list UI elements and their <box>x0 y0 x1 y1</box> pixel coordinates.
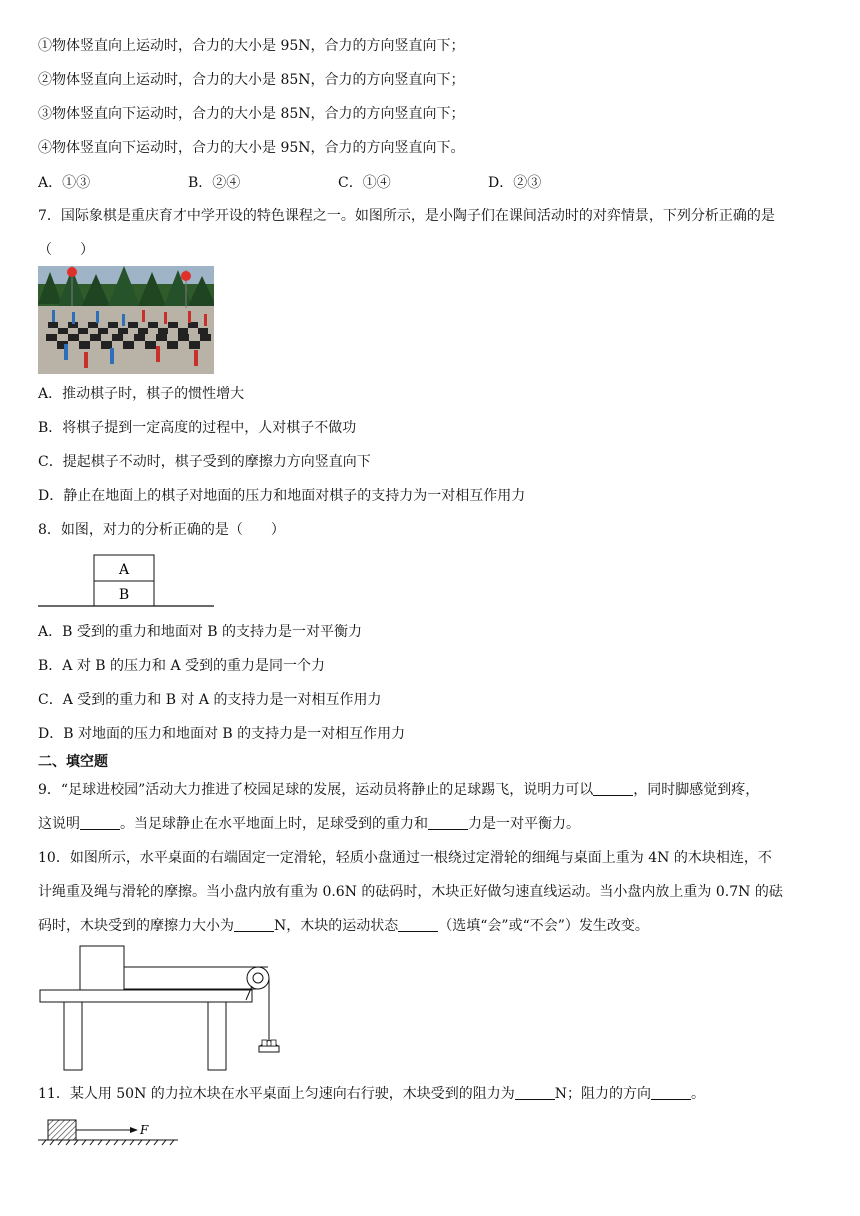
chess-activity-photo <box>38 266 214 374</box>
block-b-label: B <box>118 587 130 603</box>
q8-option-a: A．B 受到的重力和地面对 B 的支持力是一对平衡力 <box>38 624 363 640</box>
q11-line <box>38 1084 705 1104</box>
block-a-label: A <box>118 562 130 578</box>
q9-blank-3 <box>428 815 468 830</box>
q7-option-b: B．将棋子提到一定高度的过程中，人对棋子不做功 <box>38 420 357 436</box>
q8-option-d: D．B 对地面的压力和地面对 B 的支持力是一对相互作用力 <box>38 726 406 742</box>
q7-option-a: A．推动棋子时，棋子的惯性增大 <box>38 386 245 402</box>
q9-text-1: 9．“足球进校园”活动大力推进了校园足球的发展，运动员将静止的足球踢飞，说明力可以 <box>38 782 594 798</box>
q10-line-1: 10．如图所示，水平桌面的右端固定一定滑轮，轻质小盘通过一根绕过定滑轮的细绳与桌面上重为 4N 的木块相连，不 <box>38 850 772 866</box>
q10-blank-1 <box>234 917 274 932</box>
q7-stem-bracket: （ ） <box>38 242 94 258</box>
q7-stem: 7．国际象棋是重庆育才中学开设的特色课程之一。如图所示，是小陶子们在课间活动时的对弈情景，下列分析正确的是 <box>38 208 775 224</box>
q7-option-c: C．提起棋子不动时，棋子受到的摩擦力方向竖直向下 <box>38 454 371 470</box>
q11-text-1: 11．某人用 50N 的力拉木块在水平桌面上匀速向右行驶，木块受到的阻力为 <box>38 1086 515 1102</box>
q9-text-5: 力是一对平衡力。 <box>468 816 580 832</box>
q7-option-d: D．静止在地面上的棋子对地面的压力和地面对棋子的支持力为一对相互作用力 <box>38 488 526 504</box>
q6-option-c: C．①④ <box>338 175 391 191</box>
section-heading: 二、填空题 <box>38 754 108 770</box>
pulley-table-diagram <box>38 942 288 1072</box>
pull-force-diagram <box>38 1118 188 1146</box>
q10-line-3 <box>38 916 649 936</box>
q8-option-b: B．A 对 B 的压力和 A 受到的重力是同一个力 <box>38 658 326 674</box>
q9-blank-2 <box>80 815 120 830</box>
q6-statement-2: ②物体竖直向上运动时，合力的大小是 85N，合力的方向竖直向下； <box>38 72 465 88</box>
q10-text-3: （选填“会”或“不会”）发生改变。 <box>438 918 649 934</box>
q11-blank-1 <box>515 1085 555 1100</box>
q9-line-1 <box>38 780 759 800</box>
force-label: F <box>140 1123 149 1137</box>
q11-blank-2 <box>651 1085 691 1100</box>
q8-option-c: C．A 受到的重力和 B 对 A 的支持力是一对相互作用力 <box>38 692 382 708</box>
q10-text-2: N，木块的运动状态 <box>274 918 399 934</box>
q9-text-3: 这说明 <box>38 816 80 832</box>
q11-text-3: 。 <box>691 1086 706 1102</box>
q9-text-4: 。当足球静止在水平地面上时，足球受到的重力和 <box>120 816 428 832</box>
q6-option-a: A．①③ <box>38 175 91 191</box>
q8-stem: 8．如图，对力的分析正确的是（ ） <box>38 522 285 538</box>
q6-option-d: D．②③ <box>488 175 542 191</box>
q6-options <box>38 172 838 192</box>
q6-option-b: B．②④ <box>188 175 241 191</box>
q10-blank-2 <box>398 917 438 932</box>
q9-line-2 <box>38 814 580 834</box>
q9-text-2: ，同时脚感觉到疼， <box>633 782 760 798</box>
q6-statement-3: ③物体竖直向下运动时，合力的大小是 85N，合力的方向竖直向下； <box>38 106 465 122</box>
q9-blank-1 <box>593 781 633 796</box>
q6-statement-1: ①物体竖直向上运动时，合力的大小是 95N，合力的方向竖直向下； <box>38 38 465 54</box>
q10-text-1: 码时，木块受到的摩擦力大小为 <box>38 918 234 934</box>
stacked-blocks-diagram <box>38 554 218 610</box>
q6-statement-4: ④物体竖直向下运动时，合力的大小是 95N，合力的方向竖直向下。 <box>38 140 465 156</box>
q11-text-2: N；阻力的方向 <box>554 1086 652 1102</box>
q10-line-2: 计绳重及绳与滑轮的摩擦。当小盘内放有重为 0.6N 的砝码时，木块正好做匀速直线运动。当小盘内放上重为 0.7N 的砝 <box>38 884 783 900</box>
